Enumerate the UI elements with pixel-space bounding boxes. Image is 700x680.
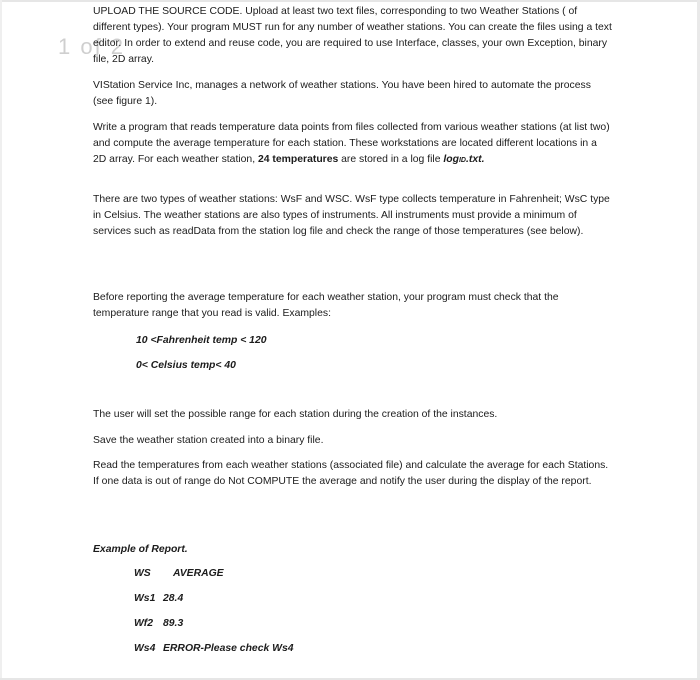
- station-types-paragraph: There are two types of weather stations: WsF and WSC. WsF type collects temperature in Fahrenheit; WsC type in Celsius. The weather stations are also types of instruments. All instruments must provide a minimum of services such as readData from the station log file and check the range of those temperatures (see below).: [93, 194, 610, 237]
- page-edge-left: [0, 0, 2, 680]
- log-filename: [443, 154, 484, 165]
- upload-paragraph: UPLOAD THE SOURCE CODE. Upload at least two text files, corresponding to two Weather Stations ( of different types). Your program MUST run for any number of weather stations. You can create the files using a text editor. In order to extend and reuse code, you are required to use Interface, classes, your own Exception, binary file, 2D array.: [93, 6, 612, 65]
- report-row-ws: Ws4: [134, 643, 156, 654]
- write-bold-temps: 24 temperatures: [257, 154, 339, 165]
- user-set-range-paragraph: The user will set the possible range for each station during the creation of the instances.: [93, 409, 498, 420]
- report-row-value: ERROR-Please check Ws4: [163, 643, 294, 654]
- report-heading: Example of Report.: [93, 544, 188, 555]
- report-col-average: AVERAGE: [173, 568, 224, 579]
- log-subscript: ID: [458, 157, 466, 164]
- before-reporting-paragraph: Before reporting the average temperature for each weather station, your program must check that the temperature range that you read is valid. Examples:: [93, 292, 559, 319]
- report-col-ws: WS: [134, 568, 151, 579]
- page-number-badge: 1 of 2: [58, 34, 126, 59]
- write-text-after: are stored in a log file: [338, 154, 444, 165]
- report-row-value: 89.3: [163, 618, 184, 629]
- page-edge-top: [0, 0, 700, 2]
- vistation-paragraph: VIStation Service Inc, manages a network of weather stations. You have been hired to automate the process (see figure 1).: [93, 80, 591, 107]
- save-binary-paragraph: Save the weather station created into a binary file.: [93, 435, 324, 446]
- write-text-before: Write a program that reads temperature data points from files collected from various weather stations (at list two) and compute the average temperature for each station. These workstations are located different locations in a 2D array. For each weather station,: [93, 122, 610, 165]
- fahrenheit-example: 10 <Fahrenheit temp < 120: [136, 335, 267, 346]
- write-program-paragraph: [93, 120, 613, 169]
- log-name: log: [443, 154, 459, 165]
- report-row-value: 28.4: [163, 593, 184, 604]
- celsius-example: 0< Celsius temp< 40: [136, 360, 236, 371]
- read-temperatures-paragraph: Read the temperatures from each weather stations (associated file) and calculate the average for each Stations. If one data is out of range do Not COMPUTE the average and notify the user during the display of the report.: [93, 460, 609, 487]
- log-extension: .txt.: [465, 154, 485, 165]
- report-row-ws: Ws1: [134, 593, 156, 604]
- report-row-ws: Wf2: [134, 618, 154, 629]
